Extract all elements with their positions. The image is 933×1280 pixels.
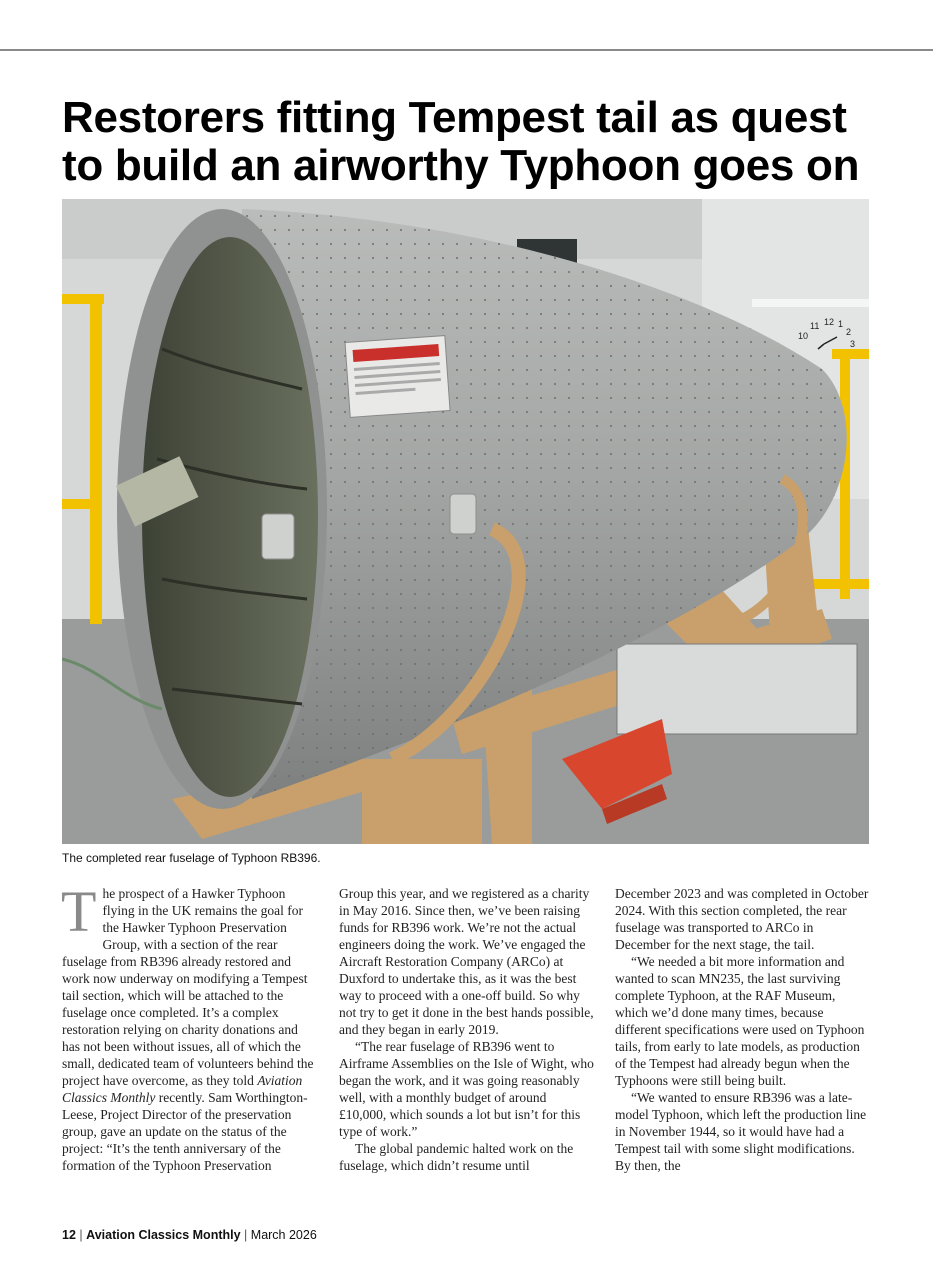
footer-separator: |: [79, 1228, 83, 1242]
page-footer: [62, 1228, 317, 1242]
article-paragraph: December 2023 and was completed in October 2024. With this section completed, the rear fuselage was transported to ARCo in December for the next stage, the tail.: [615, 886, 869, 952]
photo-caption: The completed rear fuselage of Typhoon RB396.: [62, 851, 321, 865]
footer-magazine: Aviation Classics Monthly: [86, 1228, 241, 1242]
header-rule: [0, 49, 933, 51]
footer-issue: March 2026: [250, 1228, 317, 1242]
drop-cap: T: [61, 879, 97, 944]
article-paragraph: “The rear fuselage of RB396 went to Airframe Assemblies on the Isle of Wight, who began the work, and it was going reasonably well, with a monthly budget of around £10,000, which sounds a lot but isn’t for this type of work.”: [339, 1039, 594, 1139]
paragraph-text: recently. Sam Worthington-Leese, Project Director of the preservation group, gave an update on the status of the project: “It’s the tenth anniversary of the formation of the Typhoon Preservation: [62, 1090, 308, 1173]
article-paragraph: “We needed a bit more information and wanted to scan MN235, the last surviving complete Typhoon, at the RAF Museum, which we’d done many times, because different specifications were used on Typhoon tails, from early to late models, as production of the Tempest had already begun when the Typhoons were still being built.: [615, 954, 865, 1088]
article-paragraph: “We wanted to ensure RB396 was a late-model Typhoon, which left the production line in November 1944, so it would have had a Tempest tail with some slight modifications. By then, the: [615, 1090, 867, 1173]
article-column-2: [339, 885, 594, 1174]
article-paragraph: [61, 879, 317, 1174]
clock-numeral: 10: [798, 331, 809, 341]
data-plate: [345, 336, 450, 418]
clock-numeral: 12: [824, 317, 835, 327]
footer-separator: |: [244, 1228, 248, 1242]
clock-numeral: 1: [838, 319, 844, 329]
article-paragraph: The global pandemic halted work on the fuselage, which didn’t resume until: [339, 1141, 574, 1173]
magazine-name-italic: Aviation Classics Monthly: [62, 1073, 303, 1105]
clock-numeral: 11: [810, 321, 820, 331]
clock-numeral: 2: [846, 327, 852, 337]
article-paragraph: Group this year, and we registered as a charity in May 2016. Since then, we’ve been raising funds for RB396 work. We’re not the actual engineers doing the work. We’ve engaged the Aircraft Restoration Company (ARCo) at Duxford to undertake this, as it was the best way to proceed with a one-off build. So why not try to get it done in the best hands possible, and they began in early 2019.: [339, 886, 594, 1037]
article-column-1: [61, 879, 317, 1174]
paragraph-text: he prospect of a Hawker Typhoon flying in the UK remains the goal for the Hawker Typhoon Preservation Group, with a section of the rear fuselage from RB396 already restored and work now underway on modifying a Tempest tail section, which will be attached to the fuselage once completed. It’s a complex restoration relying on charity donations and has not been without issues, all of which the small, dedicated team of volunteers behind the project have overcome, as they told: [62, 886, 314, 1088]
clock-numeral: 3: [850, 339, 856, 349]
fuselage-photo: [62, 199, 869, 844]
dolly-platform: [617, 644, 857, 734]
page-number: 12: [62, 1228, 76, 1242]
article-column-3: [615, 885, 870, 1174]
headline: Restorers fitting Tempest tail as quest to build an airworthy Typhoon goes on: [62, 93, 860, 190]
